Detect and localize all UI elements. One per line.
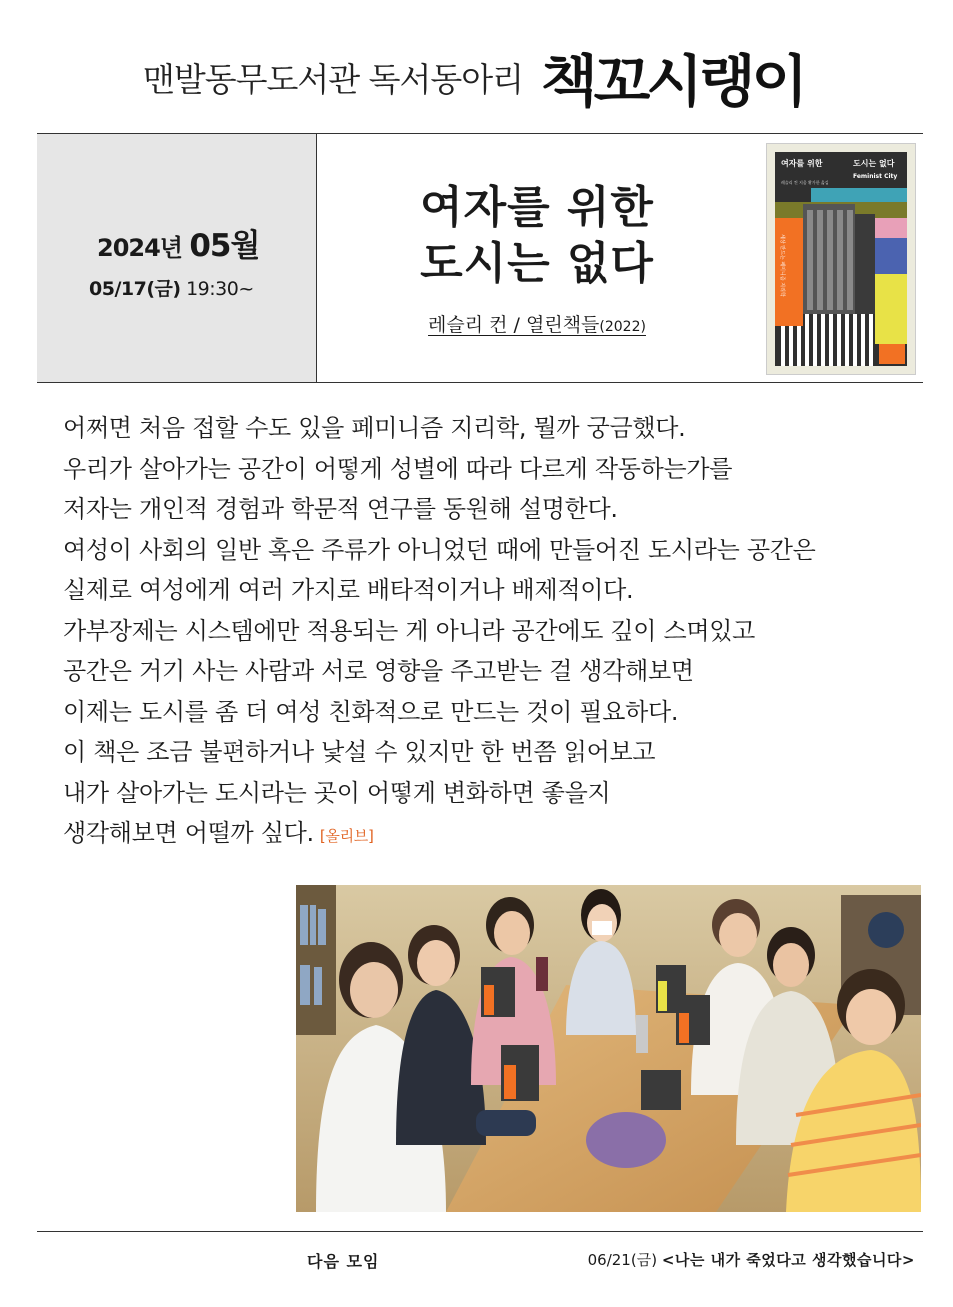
book-author: 레슬리 컨 [428, 314, 508, 336]
library-club-subtitle: 맨발동무도서관 독서동아리 [143, 60, 524, 99]
review-line: 공간은 거기 사는 사람과 서로 영향을 주고받는 걸 생각해보면 [63, 657, 694, 685]
book-title-line1: 여자를 위한 [420, 182, 654, 233]
review-line: 내가 살아가는 도시라는 곳이 어떻게 변화하면 좋을지 [63, 778, 611, 807]
review-line: 우리가 살아가는 공간이 어떻게 성별에 따라 다르게 작동하는가를 [63, 454, 733, 483]
review-line: 실제로 여성에게 여러 가지로 배타적이거나 배제적이다. [63, 576, 634, 604]
page-footer [37, 1231, 923, 1292]
meeting-date-cell [37, 134, 317, 382]
review-line: 여성이 사회의 일반 혹은 주류가 아니었던 때에 만들어진 도시라는 공간은 [63, 535, 816, 564]
cover-title-left: 여자를 위한 [781, 159, 823, 168]
meeting-info-box [37, 133, 923, 383]
cover-title-right: 도시는 없다 [853, 159, 895, 168]
review-line: 저자는 개인적 경험과 학문적 연구를 동원해 설명한다. [63, 495, 618, 523]
cover-subtitle: Feminist City [853, 173, 898, 180]
book-year: (2022) [599, 319, 646, 335]
meeting-month: 05월 [189, 228, 260, 264]
group-photo [296, 885, 921, 1212]
book-cover-image [766, 143, 916, 375]
meeting-day-time [89, 274, 254, 301]
club-logo-text: 책꼬시랭이 [541, 50, 805, 115]
review-line: 어쩌면 처음 접할 수도 있을 페미니즘 지리학, 뭘까 궁금했다. [63, 414, 686, 442]
meeting-time: 19:30~ [186, 278, 254, 300]
book-author-publisher [317, 310, 757, 337]
next-meeting-date: 06/21(금) [587, 1251, 658, 1269]
review-line: 이 책은 조금 불편하거나 낯설 수 있지만 한 번쯤 읽어보고 [63, 738, 656, 766]
review-line: 가부장제는 시스템에만 적용되는 게 아니라 공간에도 깊이 스며있고 [63, 616, 756, 645]
author-separator: / [507, 314, 526, 336]
cover-spine-text: 세상 만드는 페미니즘 지리학 [779, 234, 785, 297]
next-meeting-info [588, 1249, 915, 1270]
next-meeting-book: <나는 내가 죽었다고 생각했습니다> [661, 1251, 915, 1269]
book-title [317, 180, 757, 292]
book-cover-illustration [767, 144, 915, 374]
group-photo-illustration [296, 885, 921, 1212]
next-meeting-label: 다음 모임 [307, 1252, 380, 1271]
reviewer-signature: [올리브] [319, 827, 374, 845]
review-line [63, 813, 893, 857]
page-header [0, 36, 953, 115]
review-text [63, 408, 893, 857]
cover-small-text: 레슬리 컨 지음 황가한 옮김 [781, 180, 829, 185]
meeting-day: 05/17(금) [89, 278, 181, 300]
review-last-line: 생각해보면 어떨까 싶다. [63, 819, 314, 847]
meeting-year-month [97, 220, 259, 265]
meeting-year: 2024년 [97, 234, 182, 262]
book-title-line2: 도시는 없다 [420, 238, 654, 289]
book-publisher: 열린책들 [525, 314, 600, 336]
review-line: 이제는 도시를 좀 더 여성 친화적으로 만드는 것이 필요하다. [63, 697, 679, 726]
